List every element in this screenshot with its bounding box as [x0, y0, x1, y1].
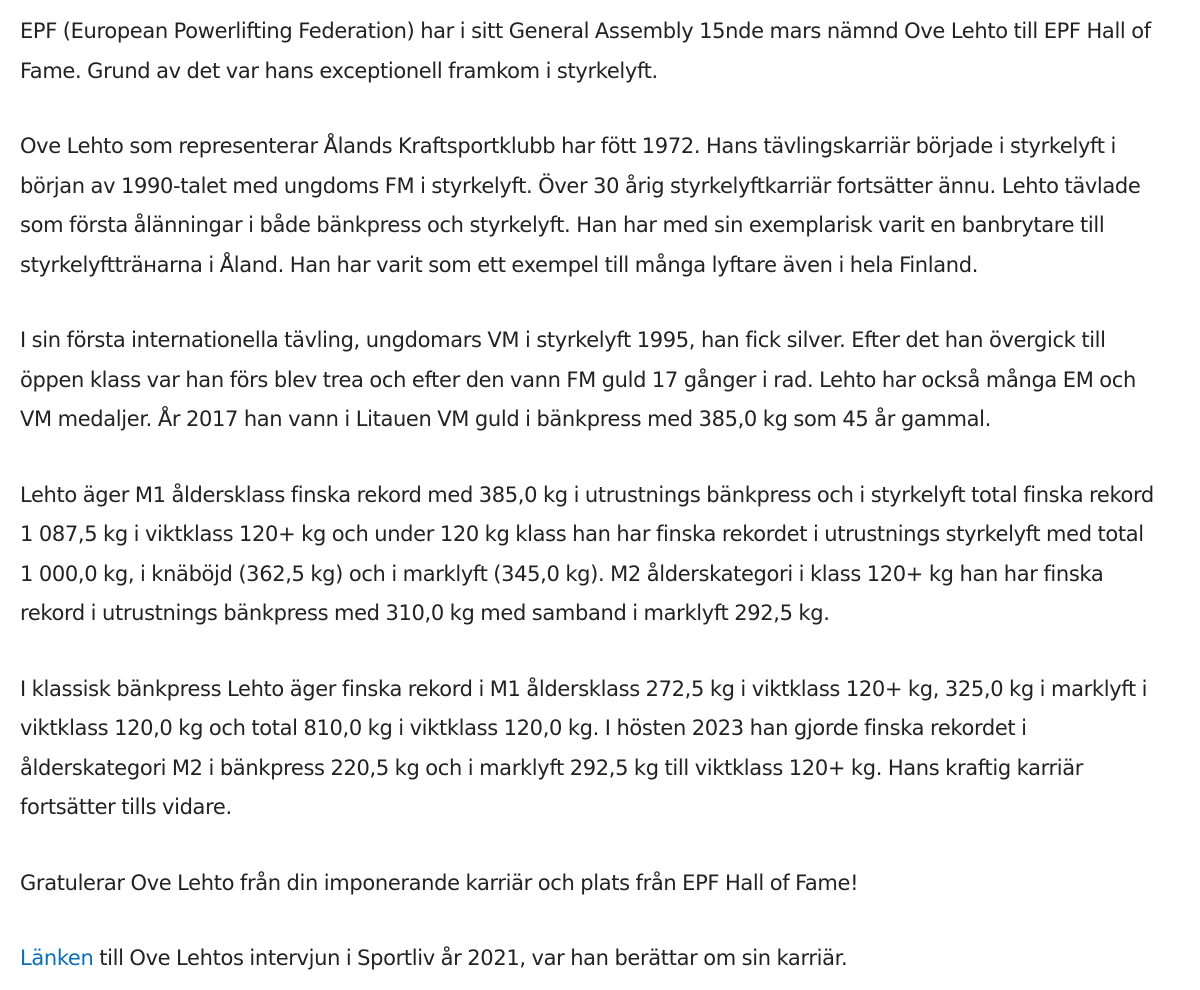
- interview-link-description: till Ove Lehtos intervjun i Sportliv år 2021, var han berättar om sin karriär.: [93, 946, 848, 970]
- paragraph-career-background: Ove Lehto som representerar Ålands Kraftsportklubb har fött 1972. Hans tävlingskarriär började i styrkelyft i början av 1990-talet med ungdoms FM i styrkelyft. Över 30 årig styrkelyftkarriär fortsätter ännu. Lehto tävlade som första ålänningar i både bänkpress och styrkelyft. Han har med sin exemplarisk varit en banbrytare till styrkelyftträнarna i Åland. Han har varit som ett exempel till många lyftare även i hela Finland.: [20, 134, 1141, 277]
- paragraph-hall-of-fame-announcement: EPF (European Powerlifting Federation) har i sitt General Assembly 15nde mars nämnd Ove Lehto till EPF Hall of Fame. Grund av det var hans exceptionell framkom i styrkelyft.: [20, 19, 1151, 83]
- paragraph-equipped-records: Lehto äger M1 åldersklass finska rekord med 385,0 kg i utrustnings bänkpress och i styrkelyft total finska rekord 1 087,5 kg i viktklass 120+ kg och under 120 kg klass han har finska rekordet i utrustnings styrkelyft med total 1 000,0 kg, i knäböjd (362,5 kg) och i marklyft (345,0 kg). M2 ålderskategori i klass 120+ kg han har finska rekord i utrustnings bänkpress med 310,0 kg med samband i marklyft 292,5 kg.: [20, 482, 1154, 625]
- paragraph-interview-link: [20, 939, 1160, 979]
- paragraph-international-results: I sin första internationella tävling, ungdomars VM i styrkelyft 1995, han fick silver. Efter det han övergick till öppen klass var han förs blev trea och efter den vann FM guld 17 gånger i rad. Lehto har också många EM och VM medaljer. År 2017 han vann i Litauen VM guld i bänkpress med 385,0 kg som 45 år gammal.: [20, 328, 1136, 431]
- interview-link[interactable]: Länken: [20, 946, 94, 970]
- paragraph-congratulations: Gratulerar Ove Lehto från din imponerande karriär och plats från EPF Hall of Fame!: [20, 870, 859, 895]
- paragraph-classic-records: I klassisk bänkpress Lehto äger finska rekord i M1 åldersklass 272,5 kg i viktklass 120+ kg, 325,0 kg i marklyft i viktklass 120,0 kg och total 810,0 kg i viktklass 120,0 kg. I hösten 2023 han gjorde finska rekordet i ålderskategori M2 i bänkpress 220,5 kg och i marklyft 292,5 kg till viktklass 120+ kg. Hans kraftig karriär fortsätter tills vidare.: [20, 676, 1148, 819]
